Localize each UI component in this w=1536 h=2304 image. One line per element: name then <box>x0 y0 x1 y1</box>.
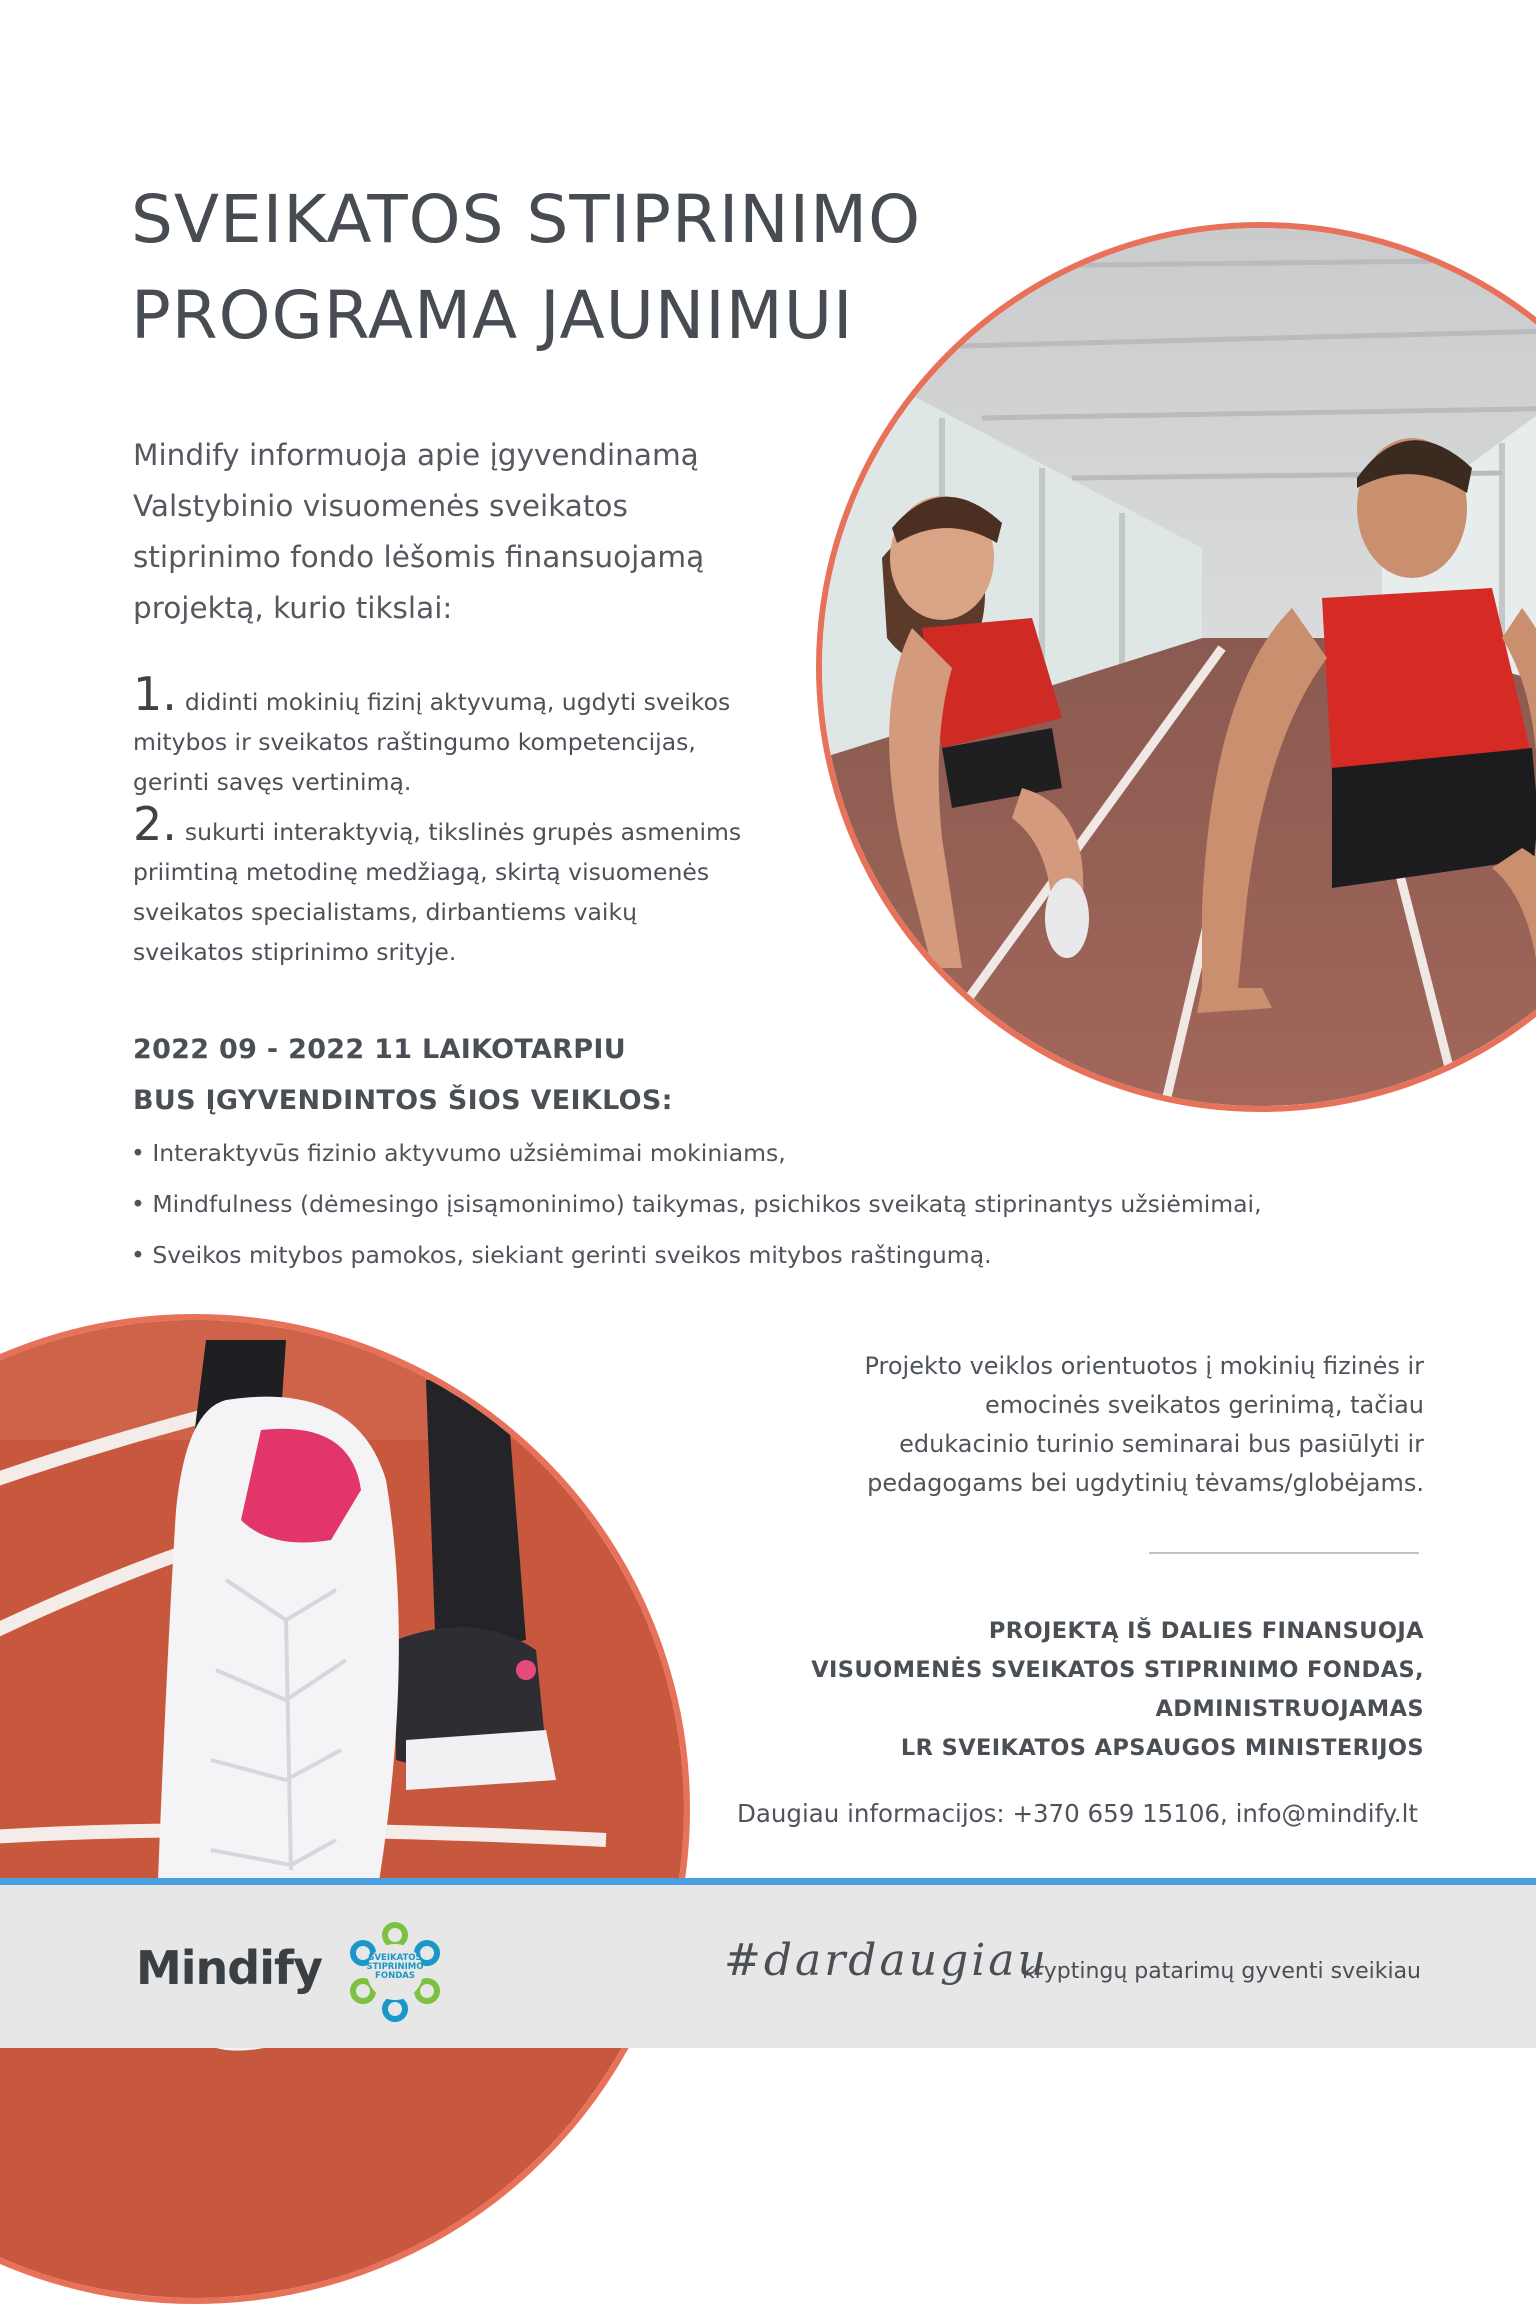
goal-line: sukurti interaktyvią, tikslinės grupės asmenims <box>184 818 742 846</box>
page-title <box>131 172 1031 364</box>
funding-statement <box>624 1612 1424 1768</box>
fund-logo-line: FONDAS <box>375 1971 415 1981</box>
funding-line: LR SVEIKATOS APSAUGOS MINISTERIJOS <box>900 1735 1424 1761</box>
intro-line: Valstybinio visuomenės sveikatos <box>133 489 628 523</box>
period-heading <box>133 1024 933 1126</box>
activity-item: • Interaktyvūs fizinio aktyvumo užsiėmimai mokiniams, <box>131 1139 786 1167</box>
goal-line: gerinti savęs vertinimą. <box>133 768 412 796</box>
hashtag: #dardaugiau <box>724 1935 1049 1986</box>
funding-line: ADMINISTRUOJAMAS <box>1155 1696 1424 1722</box>
contact-info: Daugiau informacijos: +370 659 15106, info@mindify.lt <box>737 1799 1418 1828</box>
goal-item <box>133 797 833 972</box>
title-line-2: PROGRAMA JAUNIMUI <box>131 277 854 354</box>
intro-line: Mindify informuoja apie įgyvendinamą <box>133 438 699 472</box>
project-description <box>724 1347 1424 1503</box>
goal-item <box>133 667 833 802</box>
goals-list <box>133 667 833 972</box>
description-line: Projekto veiklos orientuotos į mokinių fizinės ir <box>864 1352 1424 1380</box>
goal-line: didinti mokinių fizinį aktyvumą, ugdyti sveikos <box>184 688 731 716</box>
fund-logo-text <box>344 1954 446 1981</box>
goal-line: sveikatos specialistams, dirbantiems vaikų <box>133 898 637 926</box>
funding-line: VISUOMENĖS SVEIKATOS STIPRINIMO FONDAS, <box>811 1657 1424 1683</box>
description-line: pedagogams bei ugdytinių tėvams/globėjams. <box>867 1469 1424 1497</box>
fund-logo-line: SVEIKATOS <box>368 1953 422 1963</box>
divider <box>1149 1552 1419 1554</box>
period-line-2: BUS ĮGYVENDINTOS ŠIOS VEIKLOS: <box>133 1085 673 1116</box>
activity-item: • Sveikos mitybos pamokos, siekiant gerinti sveikos mitybos raštingumą. <box>131 1241 992 1269</box>
goal-number: 1. <box>133 667 177 721</box>
mindify-logo: Mindify <box>136 1941 322 1995</box>
intro-line: stiprinimo fondo lėšomis finansuojamą <box>133 540 705 574</box>
description-line: edukacinio turinio seminarai bus pasiūlyti ir <box>899 1430 1424 1458</box>
title-line-1: SVEIKATOS STIPRINIMO <box>131 181 922 258</box>
tagline: kryptingų patarimų gyventi sveikiau <box>1021 1959 1421 1984</box>
fund-logo-line: STIPRINIMO <box>366 1962 424 1972</box>
description-line: emocinės sveikatos gerinimą, tačiau <box>984 1391 1424 1419</box>
goal-number: 2. <box>133 797 177 851</box>
fund-logo <box>344 1921 446 2023</box>
footer <box>0 1878 1536 2048</box>
funding-line: PROJEKTĄ IŠ DALIES FINANSUOJA <box>988 1618 1424 1644</box>
goal-line: sveikatos stiprinimo srityje. <box>133 938 457 966</box>
goal-line: priimtiną metodinę medžiagą, skirtą visuomenės <box>133 858 710 886</box>
activities-list <box>131 1128 1431 1281</box>
activity-item: • Mindfulness (dėmesingo įsisąmoninimo) taikymas, psichikos sveikatą stiprinantys užsiėmimai, <box>131 1190 1262 1218</box>
period-line-1: 2022 09 - 2022 11 LAIKOTARPIU <box>133 1034 626 1065</box>
goal-line: mitybos ir sveikatos raštingumo kompetencijas, <box>133 728 696 756</box>
intro-line: projektą, kurio tikslai: <box>133 591 453 625</box>
intro-paragraph <box>133 430 813 634</box>
